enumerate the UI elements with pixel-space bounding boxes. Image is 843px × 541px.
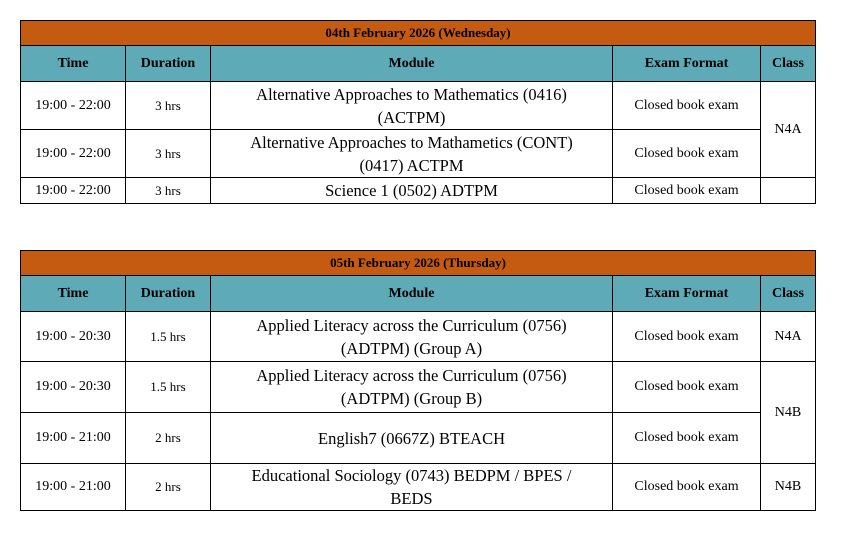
class-cell-empty: [761, 178, 816, 204]
module-cell: [211, 464, 613, 511]
duration-cell: 2 hrs: [126, 413, 211, 464]
duration-cell: 3 hrs: [126, 178, 211, 204]
time-cell: 19:00 - 21:00: [21, 413, 126, 464]
time-cell: 19:00 - 20:30: [21, 312, 126, 362]
module-cell: [211, 362, 613, 413]
duration-cell: 1.5 hrs: [126, 362, 211, 413]
col-duration: Duration: [126, 46, 211, 82]
col-duration: Duration: [126, 276, 211, 312]
col-time: Time: [21, 276, 126, 312]
duration-cell: 3 hrs: [126, 82, 211, 130]
module-line: (ADTPM) (Group A): [340, 338, 483, 358]
table-row: [21, 413, 816, 464]
module-cell: [211, 130, 613, 178]
module-line: (ACTPM): [377, 107, 446, 127]
col-time: Time: [21, 46, 126, 82]
format-cell: Closed book exam: [613, 82, 761, 130]
duration-cell: 1.5 hrs: [126, 312, 211, 362]
time-cell: 19:00 - 20:30: [21, 362, 126, 413]
module-line: Alternative Approaches to Mathematics (0416): [256, 84, 567, 104]
exam-table-day1: [20, 20, 816, 204]
time-cell: 19:00 - 22:00: [21, 130, 126, 178]
time-cell: 19:00 - 21:00: [21, 464, 126, 511]
format-cell: Closed book exam: [613, 362, 761, 413]
module-line: (0417) ACTPM: [359, 155, 464, 175]
col-class: Class: [761, 46, 816, 82]
col-exam-format: Exam Format: [613, 46, 761, 82]
module-line: (ADTPM) (Group B): [340, 389, 483, 408]
module-line: Alternative Approaches to Mathametics (CONT): [250, 132, 573, 152]
table-row: [21, 362, 816, 413]
module-line: BEDS: [390, 489, 433, 508]
module-cell: [211, 178, 613, 204]
format-cell: Closed book exam: [613, 130, 761, 178]
module-line: Educational Sociology (0743) BEDPM / BPES /: [251, 466, 572, 485]
exam-table-day2: [20, 250, 816, 511]
module-cell: [211, 312, 613, 362]
module-cell: [211, 82, 613, 130]
duration-cell: 3 hrs: [126, 130, 211, 178]
table-row: [21, 312, 816, 362]
class-cell: N4B: [761, 464, 816, 511]
table-row: [21, 464, 816, 511]
module-line: Applied Literacy across the Curriculum (0756): [256, 315, 567, 335]
class-cell: N4A: [761, 312, 816, 362]
table-row: [21, 178, 816, 204]
format-cell: Closed book exam: [613, 464, 761, 511]
class-cell: N4A: [761, 82, 816, 178]
table-row: [21, 130, 816, 178]
module-line: Applied Literacy across the Curriculum (0756): [256, 366, 567, 385]
date-header: 05th February 2026 (Thursday): [21, 251, 816, 276]
module-line: English7 (0667Z) BTEACH: [318, 428, 505, 448]
col-class: Class: [761, 276, 816, 312]
table-row: [21, 82, 816, 130]
module-cell: [211, 413, 613, 464]
col-exam-format: Exam Format: [613, 276, 761, 312]
col-module: Module: [211, 46, 613, 82]
module-line: Science 1 (0502) ADTPM: [325, 181, 498, 200]
time-cell: 19:00 - 22:00: [21, 178, 126, 204]
date-header: 04th February 2026 (Wednesday): [21, 21, 816, 46]
col-module: Module: [211, 276, 613, 312]
class-cell: N4B: [761, 362, 816, 464]
time-cell: 19:00 - 22:00: [21, 82, 126, 130]
format-cell: Closed book exam: [613, 312, 761, 362]
format-cell: Closed book exam: [613, 178, 761, 204]
duration-cell: 2 hrs: [126, 464, 211, 511]
format-cell: Closed book exam: [613, 413, 761, 464]
